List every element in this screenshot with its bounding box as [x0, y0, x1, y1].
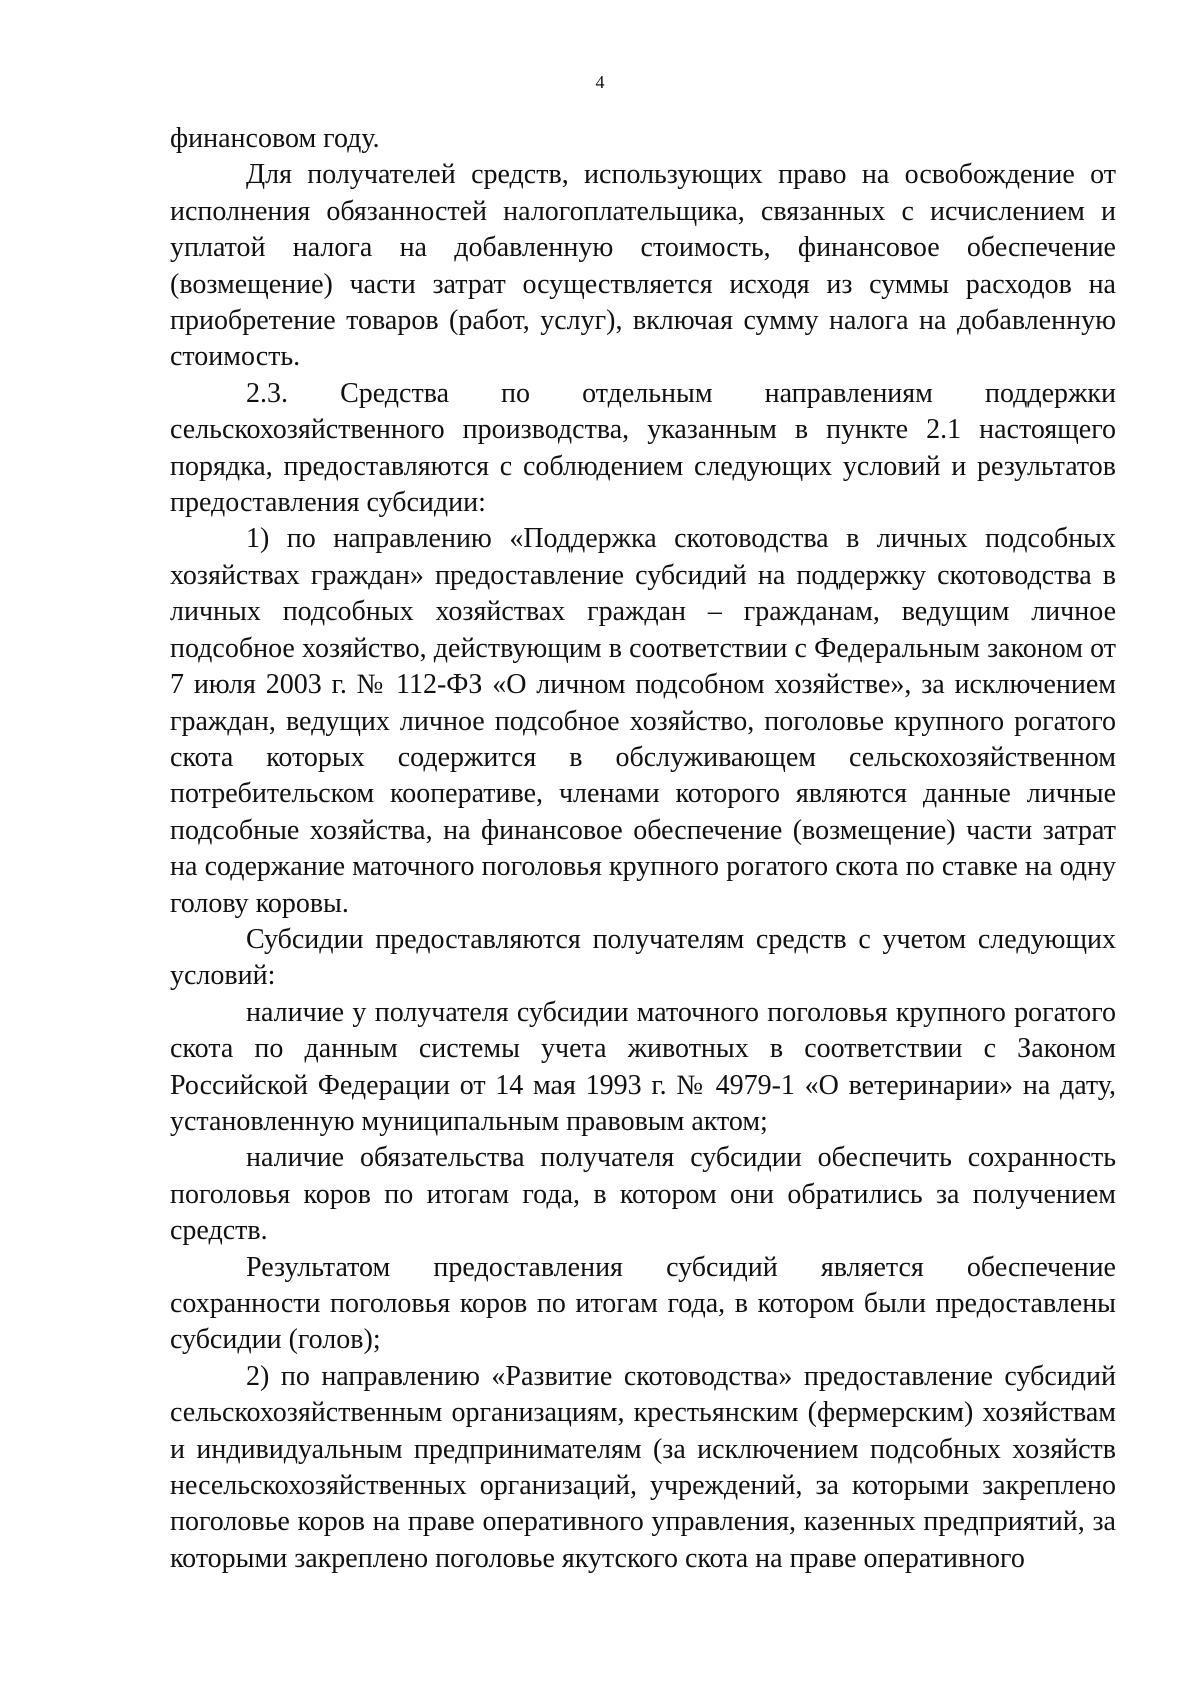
paragraph-section-2-3: 2.3. Средства по отдельным направлениям поддержки сельскохозяйственного производства, указанным в пункте 2.1 настоящего порядка, предоставляются с соблюдением следующих условий и результатов предоставления субсидии:	[170, 377, 1116, 519]
page-number: 4	[595, 72, 605, 92]
paragraph-vat-exemption: Для получателей средств, использующих право на освобождение от исполнения обязанностей налогоплательщика, связанных с исчислением и уплатой налога на добавленную стоимость, финансовое обеспечение (возмещение) части затрат осуществляется исходя из суммы расходов на приобретение товаров (работ, услуг), включая сумму налога на добавленную стоимость.	[170, 159, 1116, 373]
paragraph-continuation: финансовом году.	[170, 123, 380, 154]
paragraph-item-2: 2) по направлению «Развитие скотоводства» предоставление субсидий сельскохозяйственным организациям, крестьянским (фермерским) хозяйствам и индивидуальным предпринимателям (за исключением подсобных хозяйств несельскохозяйственных организаций, учреждений, за которыми закреплено поголовье коров на праве оперативного управления, казенных предприятий, за которыми закреплено поголовье якутского скота на праве оперативного	[170, 1360, 1116, 1574]
paragraph-item-1: 1) по направлению «Поддержка скотоводства в личных подсобных хозяйствах граждан» предоставление субсидий на поддержку скотоводства в личных подсобных хозяйствах граждан – гражданам, ведущим личное подсобное хозяйство, действующим в соответствии с Федеральным законом от 7 июля 2003 г. № 112-ФЗ «О личном подсобном хозяйстве», за исключением граждан, ведущих личное подсобное хозяйство, поголовье крупного рогатого скота которых содержится в обслуживающем сельскохозяйственном потребительском кооперативе, членами которого являются данные личные подсобные хозяйства, на финансовое обеспечение (возмещение) части затрат на содержание маточного поголовья крупного рогатого скота по ставке на одну голову коровы.	[170, 523, 1116, 919]
paragraph-condition-2: наличие обязательства получателя субсидии обеспечить сохранность поголовья коров по итогам года, в котором они обратились за получением средств.	[170, 1142, 1116, 1247]
paragraph-result: Результатом предоставления субсидий является обеспечение сохранности поголовья коров по итогам года, в котором были предоставлены субсидии (голов);	[170, 1251, 1116, 1356]
paragraph-condition-1: наличие у получателя субсидии маточного поголовья крупного рогатого скота по данным системы учета животных в соответствии с Законом Российской Федерации от 14 мая 1993 г. № 4979-1 «О ветеринарии» на дату, установленную муниципальным правовым актом;	[170, 996, 1116, 1137]
paragraph-conditions-intro: Субсидии предоставляются получателям средств с учетом следующих условий:	[170, 923, 1116, 992]
document-body	[170, 121, 1116, 1577]
